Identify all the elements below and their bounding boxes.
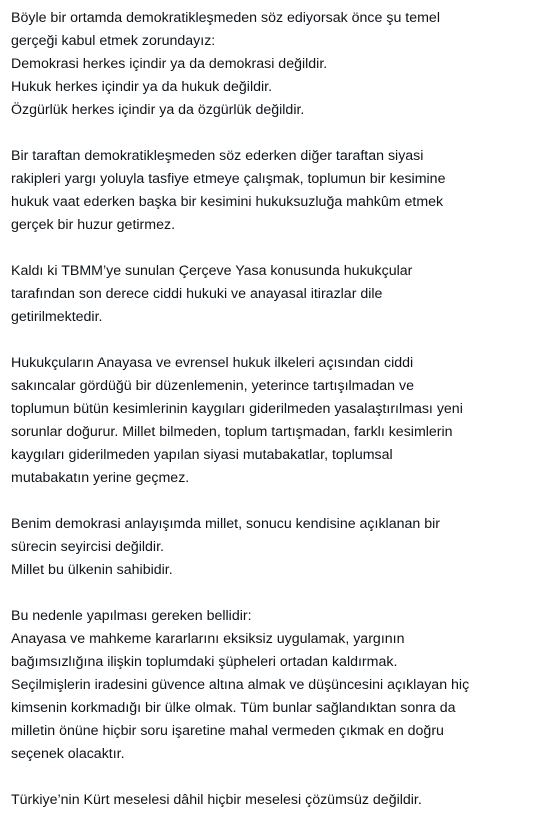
post-body (11, 7, 546, 835)
text-line: rakipleri yargı yoluyla tasfiye etmeye çalışmak, toplumun bir kesimine (11, 171, 446, 187)
text-line: Bu nedenle yapılması gereken bellidir: (11, 608, 252, 624)
paragraph-4 (11, 352, 546, 490)
text-line: mutabakatın yerine geçmez. (11, 470, 190, 486)
text-line: Hukuk herkes içindir ya da hukuk değildir. (11, 79, 273, 95)
text-line: Seçilmişlerin iradesini güvence altına almak ve düşüncesini açıklayan hiç (11, 677, 470, 693)
text-line: gerçeği kabul etmek zorundayız: (11, 33, 216, 49)
text-line: gerçek bir huzur getirmez. (11, 217, 176, 233)
text-line: Demokrasi herkes içindir ya da demokrasi değildir. (11, 56, 328, 72)
paragraph-1 (11, 7, 546, 122)
paragraph-5 (11, 513, 546, 582)
text-line: sürecin seyircisi değildir. (11, 539, 164, 555)
text-line: Kaldı ki TBMM’ye sunulan Çerçeve Yasa konusunda hukukçular (11, 263, 413, 279)
text-line: Hukukçuların Anayasa ve evrensel hukuk ilkeleri açısından ciddi (11, 355, 414, 371)
text-line: sorunlar doğurur. Millet bilmeden, toplum tartışmadan, farklı kesimlerin (11, 424, 453, 440)
paragraph-3 (11, 260, 546, 329)
text-line: kaygıları giderilmeden yapılan siyasi mutabakatlar, toplumsal (11, 447, 393, 463)
text-line: Böyle bir ortamda demokratikleşmeden söz ediyorsak önce şu temel (11, 10, 440, 26)
text-line: Bir taraftan demokratikleşmeden söz ederken diğer taraftan siyasi (11, 148, 424, 164)
text-line: hukuk vaat ederken başka bir kesimini hukuksuzluğa mahkûm etmek (11, 194, 444, 210)
paragraph-2 (11, 145, 546, 237)
text-line: getirilmektedir. (11, 309, 103, 325)
text-line: seçenek olacaktır. (11, 746, 125, 762)
text-line: sakıncalar gördüğü bir düzenlemenin, yeterince tartışılmadan ve (11, 378, 414, 394)
text-line: kimsenin korkmadığı bir ülke olmak. Tüm bunlar sağlandıktan sonra da (11, 700, 456, 716)
text-line: Millet bu ülkenin sahibidir. (11, 562, 173, 578)
text-line: bağımsızlığına ilişkin toplumdaki şüpheleri ortadan kaldırmak. (11, 654, 398, 670)
text-line: Özgürlük herkes içindir ya da özgürlük değildir. (11, 102, 305, 118)
text-line: Türkiye’nin Kürt meselesi dâhil hiçbir meselesi çözümsüz değildir. (11, 792, 422, 808)
text-line: toplumun bütün kesimlerinin kaygıları giderilmeden yasalaştırılması yeni (11, 401, 463, 417)
text-line: milletin önüne hiçbir soru işaretine mahal vermeden çıkmak en doğru (11, 723, 444, 739)
paragraph-7 (11, 789, 546, 812)
text-line: Benim demokrasi anlayışımda millet, sonucu kendisine açıklanan bir (11, 516, 440, 532)
text-line: Anayasa ve mahkeme kararlarını eksiksiz uygulamak, yargının (11, 631, 405, 647)
text-line: tarafından son derece ciddi hukuki ve anayasal itirazlar dile (11, 286, 383, 302)
paragraph-6 (11, 605, 546, 766)
